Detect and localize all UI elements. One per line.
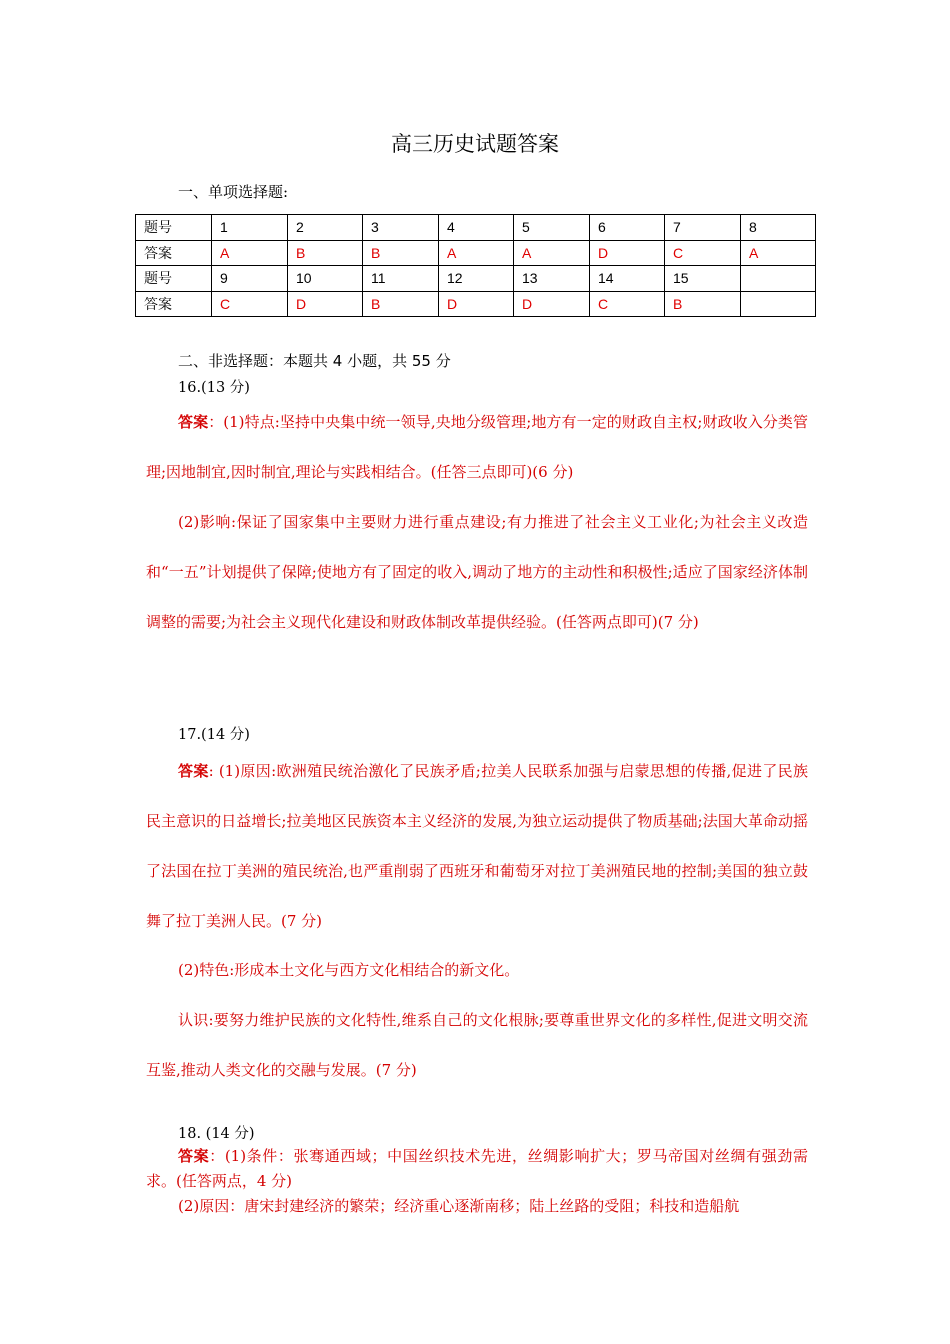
answer-cell: C (212, 291, 288, 317)
question-16-answer-part1 (146, 397, 808, 497)
question-number-cell: 9 (212, 266, 288, 292)
answer-cell (741, 291, 816, 317)
table-row (136, 266, 816, 292)
answer-cell: B (363, 240, 439, 266)
question-number-cell: 15 (665, 266, 741, 292)
answer-cell: C (590, 291, 665, 317)
answer-cell: B (363, 291, 439, 317)
answer-cell: A (212, 240, 288, 266)
question-18-answer-part2: (2)原因：唐宋封建经济的繁荣；经济重心逐渐南移；陆上丝路的受阻；科技和造船航 (178, 1197, 740, 1215)
question-17-heading: 17.(14 分) (178, 727, 250, 743)
question-number-cell: 6 (590, 215, 665, 241)
question-number-cell: 5 (514, 215, 590, 241)
answer-text: ：(1)条件：张骞通西域；中国丝织技术先进，丝绸影响扩大；罗马帝国对丝绸有强劲需求。(任答两点，4 分) (146, 1147, 808, 1190)
answer-cell: C (665, 240, 741, 266)
answer-cell: D (590, 240, 665, 266)
answer-cell: D (439, 291, 514, 317)
question-number-cell: 7 (665, 215, 741, 241)
answer-cell: D (288, 291, 363, 317)
row-header-cell: 答案 (136, 291, 212, 317)
question-number-cell: 10 (288, 266, 363, 292)
question-number-cell: 1 (212, 215, 288, 241)
answer-cell: A (514, 240, 590, 266)
answer-cell: B (665, 291, 741, 317)
question-number-cell: 4 (439, 215, 514, 241)
row-header-cell: 答案 (136, 240, 212, 266)
table-row (136, 291, 816, 317)
answer-cell: A (439, 240, 514, 266)
table-row (136, 240, 816, 266)
question-18-heading: 18. (14 分) (178, 1126, 255, 1142)
question-number-cell (741, 266, 816, 292)
answer-label: 答案 (178, 762, 209, 780)
question-17-answer-part2: (2)特色:形成本土文化与西方文化相结合的新文化。 (178, 961, 520, 979)
section-heading-multiple-choice: 一、单项选择题: (178, 183, 289, 201)
table-row (136, 215, 816, 241)
answer-label: 答案 (178, 1147, 210, 1165)
question-16-heading: 16.(13 分) (178, 380, 250, 396)
question-17-answer-part1 (146, 746, 808, 946)
question-18-answer-part1 (146, 1144, 808, 1194)
question-16-answer-part2: (2)影响:保证了国家集中主要财力进行重点建设;有力推进了社会主义工业化;为社会主义改造和“一五”计划提供了保障;使地方有了固定的收入,调动了地方的主动性和积极性;适应了国家经济体制调整的需要;为社会主义现代化建设和财政体制改革提供经验。(任答两点即可)(7 分) (146, 513, 808, 631)
answer-text: : (1)原因:欧洲殖民统治激化了民族矛盾;拉美人民联系加强与启蒙思想的传播,促进了民族民主意识的日益增长;拉美地区民族资本主义经济的发展,为独立运动提供了物质基础;法国大革命动摇了法国在拉丁美洲的殖民统治,也严重削弱了西班牙和葡萄牙对拉丁美洲殖民地的控制;美国的独立鼓舞了拉丁美洲人民。(7 分) (146, 762, 808, 930)
row-header-cell: 题号 (136, 266, 212, 292)
question-number-cell: 8 (741, 215, 816, 241)
answer-cell: A (741, 240, 816, 266)
answer-cell: B (288, 240, 363, 266)
question-number-cell: 3 (363, 215, 439, 241)
question-17-answer-part3: 认识:要努力维护民族的文化特性,维系自己的文化根脉;要尊重世界文化的多样性,促进文明交流互鉴,推动人类文化的交融与发展。(7 分) (146, 1011, 808, 1079)
answer-text: ：(1)特点:坚持中央集中统一领导,央地分级管理;地方有一定的财政自主权;财政收入分类管理;因地制宜,因时制宜,理论与实践相结合。(任答三点即可)(6 分) (146, 413, 808, 481)
question-number-cell: 12 (439, 266, 514, 292)
section-heading-non-choice: 二、非选择题：本题共 4 小题，共 55 分 (178, 352, 451, 370)
question-number-cell: 13 (514, 266, 590, 292)
answer-cell: D (514, 291, 590, 317)
page-title: 高三历史试题答案 (391, 132, 559, 156)
answer-table (135, 214, 816, 317)
question-number-cell: 14 (590, 266, 665, 292)
answer-label: 答案 (178, 413, 209, 431)
question-number-cell: 11 (363, 266, 439, 292)
row-header-cell: 题号 (136, 215, 212, 241)
question-number-cell: 2 (288, 215, 363, 241)
